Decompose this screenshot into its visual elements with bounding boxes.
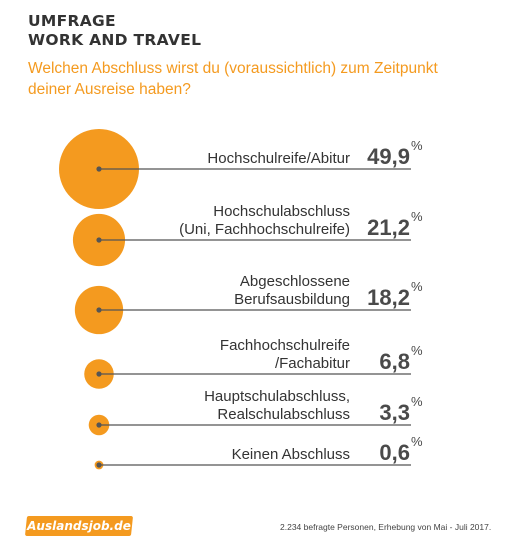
title-line-2: WORK AND TRAVEL: [28, 31, 202, 49]
value-label-5: 3,3: [379, 400, 410, 425]
category-label-1-line-1: Hochschulreife/Abitur: [207, 150, 350, 167]
category-label-4-line-2: /Fachabitur: [274, 355, 350, 372]
category-label-5-line-2: Realschulabschluss: [217, 406, 350, 423]
leader-dot-4: [96, 371, 101, 376]
percent-sign-6: %: [411, 434, 423, 449]
category-label-4-line-1: Fachhochschulreife: [219, 337, 350, 354]
percent-sign-3: %: [411, 279, 423, 294]
leader-dot-1: [96, 166, 101, 171]
value-label-2: 21,2: [367, 215, 410, 240]
category-label-2-line-1: Hochschulabschluss: [213, 203, 350, 220]
category-label-6-line-1: Keinen Abschluss: [231, 446, 350, 463]
percent-sign-2: %: [411, 209, 423, 224]
leader-dot-6: [96, 462, 101, 467]
percent-sign-4: %: [411, 343, 423, 358]
leader-dot-3: [96, 307, 101, 312]
value-label-6: 0,6: [379, 440, 410, 465]
value-label-1: 49,9: [367, 144, 410, 169]
title-line-1: UMFRAGE: [28, 12, 116, 30]
category-label-5-line-1: Hauptschulabschluss,: [204, 388, 350, 405]
survey-question: Welchen Abschluss wirst du (voraussichtlich) zum Zeitpunkt deiner Ausreise haben?: [28, 60, 438, 98]
percent-sign-5: %: [411, 394, 423, 409]
value-label-4: 6,8: [379, 349, 410, 374]
category-label-3-line-1: Abgeschlossene: [239, 273, 350, 290]
brand-logo: [25, 516, 133, 536]
category-label-3-line-2: Berufsausbildung: [234, 291, 350, 308]
value-label-3: 18,2: [367, 285, 410, 310]
brand-logo-text: Auslandsjob.de: [27, 519, 131, 533]
category-label-2-line-2: (Uni, Fachhochschulreife): [179, 221, 350, 238]
leader-dot-2: [96, 237, 101, 242]
percent-sign-1: %: [411, 138, 423, 153]
source-note: 2.234 befragte Personen, Erhebung von Mai - Juli 2017.: [280, 522, 492, 532]
leader-dot-5: [96, 422, 101, 427]
